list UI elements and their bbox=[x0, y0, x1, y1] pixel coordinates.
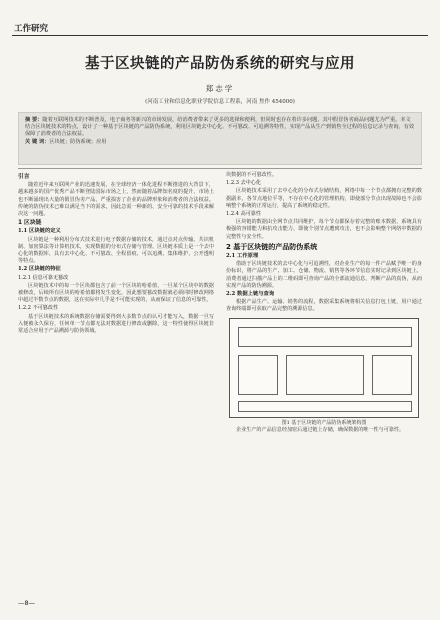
author-affiliation: (河南工业和信息化职业学院信息工程系，河南 焦作 454000) bbox=[145, 99, 295, 105]
section-1-2-4-heading: 1.2.4 高可靠性 bbox=[226, 211, 261, 218]
section-1-2-1-paragraph: 区块链技术中的每一个区块都包含了前一个区块的哈希值，一旦某个区块中的数据被修改，后续所有区块的哈希值都将发生变化，因此想要篡改数据就必须同时修改网络中超过半数节点的数据，这在实际中几乎是不可能实现的，从而保证了信息的可靠性。 bbox=[18, 282, 214, 304]
keywords-line bbox=[25, 139, 415, 146]
section-1-2-4-paragraph: 区块链的数据由全网节点共同维护，每个节点都保存着完整的账本数据，系统具有极强的容错能力和抗攻击能力，即使个别节点遭到攻击，也不会影响整个网络中数据的完整性与安全性。 bbox=[226, 219, 422, 240]
section-1-2-heading: 1.2 区块链的特征 bbox=[18, 266, 61, 273]
section-2-1-paragraph: 借助于区块链技术的去中心化与可追溯性，对企业生产的每一件产品赋予唯一的身份标识，将产品的生产、加工、仓储、物流、销售等各环节信息实时记录到区块链上，消费者通过扫描产品上的二维码即可查询产品的全部流通信息，判断产品的真伪，从而实现产品的防伪溯源。 bbox=[226, 261, 422, 289]
section-1-1-heading: 1.1 区块链的定义 bbox=[18, 228, 61, 235]
abstract-box bbox=[18, 112, 422, 165]
section-2-2-heading: 2.2 数据上链与查询 bbox=[226, 291, 275, 298]
left-column bbox=[18, 172, 214, 335]
intro-heading: 引言 bbox=[18, 174, 30, 180]
section-1-1-paragraph: 区块链是一种利用分布式技术进行电子数据存储的技术，通过点对点传输、共识机制、加密算法等计算机技术，实现数据的分布式存储与管理。区块链本质上是一个去中心化的数据库，具有去中心化、不可篡改、全程留痕、可以追溯、集体维护、公开透明等特点。 bbox=[18, 236, 214, 265]
header-rule bbox=[12, 35, 428, 36]
keywords-label: 关 键 词： bbox=[25, 139, 50, 145]
page-number: —8— bbox=[18, 599, 36, 607]
system-architecture-figure bbox=[229, 318, 419, 418]
abstract-rule bbox=[18, 168, 422, 169]
figure-caption: 图1 基于区块链的产品防伪系统架构图 bbox=[281, 419, 367, 426]
article-author: 郑志学 bbox=[205, 84, 235, 93]
abstract-label: 摘 要： bbox=[25, 117, 43, 123]
abstract-paragraph bbox=[25, 117, 415, 138]
keywords-text: 区块链；防伪系统；应用 bbox=[49, 139, 107, 145]
section-1-2-2-paragraph: 基于区块链技术的系统数据存储需要得到大多数节点的认可才能写入，数据一旦写入便被永久保存，任何单一节点都无法对数据进行修改或删除，这一特性使得区块链非常适合应用于产品溯源与防伪领域。 bbox=[18, 313, 214, 335]
figure-top-block bbox=[238, 327, 412, 347]
section-1-2-2-heading: 1.2.2 不可篡改性 bbox=[18, 305, 59, 312]
figure-left-block bbox=[238, 355, 278, 395]
figure-bottom-block bbox=[238, 401, 412, 412]
abstract-text: 随着互联网技术的不断普及，电子商务等新兴的市场发展，给消费者带来了更多的选择和便利，但同时也存在着许多问题，其中假冒伪劣商品问题尤为严重。本文结合区块链技术的特点，设计了一种基于区块链的产品防伪系统，利用区块链去中心化、不可篡改、可追溯等特性，实现产品从生产到销售全过程的信息记录与查询，有效保障了消费者的合法权益。 bbox=[25, 117, 415, 137]
section-2-1-heading: 2.1 工作原理 bbox=[226, 253, 259, 260]
section-1-2-3-heading: 1.2.3 去中心化 bbox=[226, 180, 261, 187]
intro-paragraph: 随着近年来互联网产业的迅速发展，在全球经济一体化进程不断推进的大背景下，越来越多的国产优秀产品不断登陆国际市场之上，然而随着品牌知名度的提升，市场上也不断涌现出大量的假冒伪劣产品，严重损害了企业的品牌形象和消费者的合法权益。传统的防伪技术已难以满足当下的需求，因此急需一种新的、安全可靠的技术手段来解决这一问题。 bbox=[18, 182, 214, 218]
article-title: 基于区块链的产品防伪系统的研究与应用 bbox=[85, 55, 355, 72]
section-1-2-3-paragraph: 区块链技术采用了去中心化的分布式存储结构，网络中每一个节点都拥有完整的数据副本，各节点地位平等，不存在中心化的管理机构，即使部分节点出现故障也不会影响整个系统的正常运行，提高了系统的稳定性。 bbox=[226, 188, 422, 209]
after-figure-paragraph: 企业生产的产品信息经加密后通过链上存储，确保数据的唯一性与可靠性。 bbox=[236, 426, 405, 433]
section-label: 工作研究 bbox=[14, 24, 49, 34]
page-header bbox=[0, 0, 440, 34]
section-1-heading: 1 区块链 bbox=[18, 220, 42, 227]
section-1-2-1-heading: 1.2.1 信息可靠无篡改 bbox=[18, 274, 69, 281]
figure-right-block bbox=[372, 355, 412, 395]
section-2-2-paragraph: 根据产品生产、运输、销售的流程，数据采集系统将相关信息打包上链，用户通过查询终端即可获取产品完整的溯源信息。 bbox=[226, 299, 422, 313]
continued-paragraph: 块数据的不可篡改性。 bbox=[226, 172, 277, 178]
section-2-heading: 2 基于区块链的产品防伪系统 bbox=[226, 242, 318, 251]
figure-center-block bbox=[286, 355, 364, 395]
right-column bbox=[226, 172, 422, 434]
